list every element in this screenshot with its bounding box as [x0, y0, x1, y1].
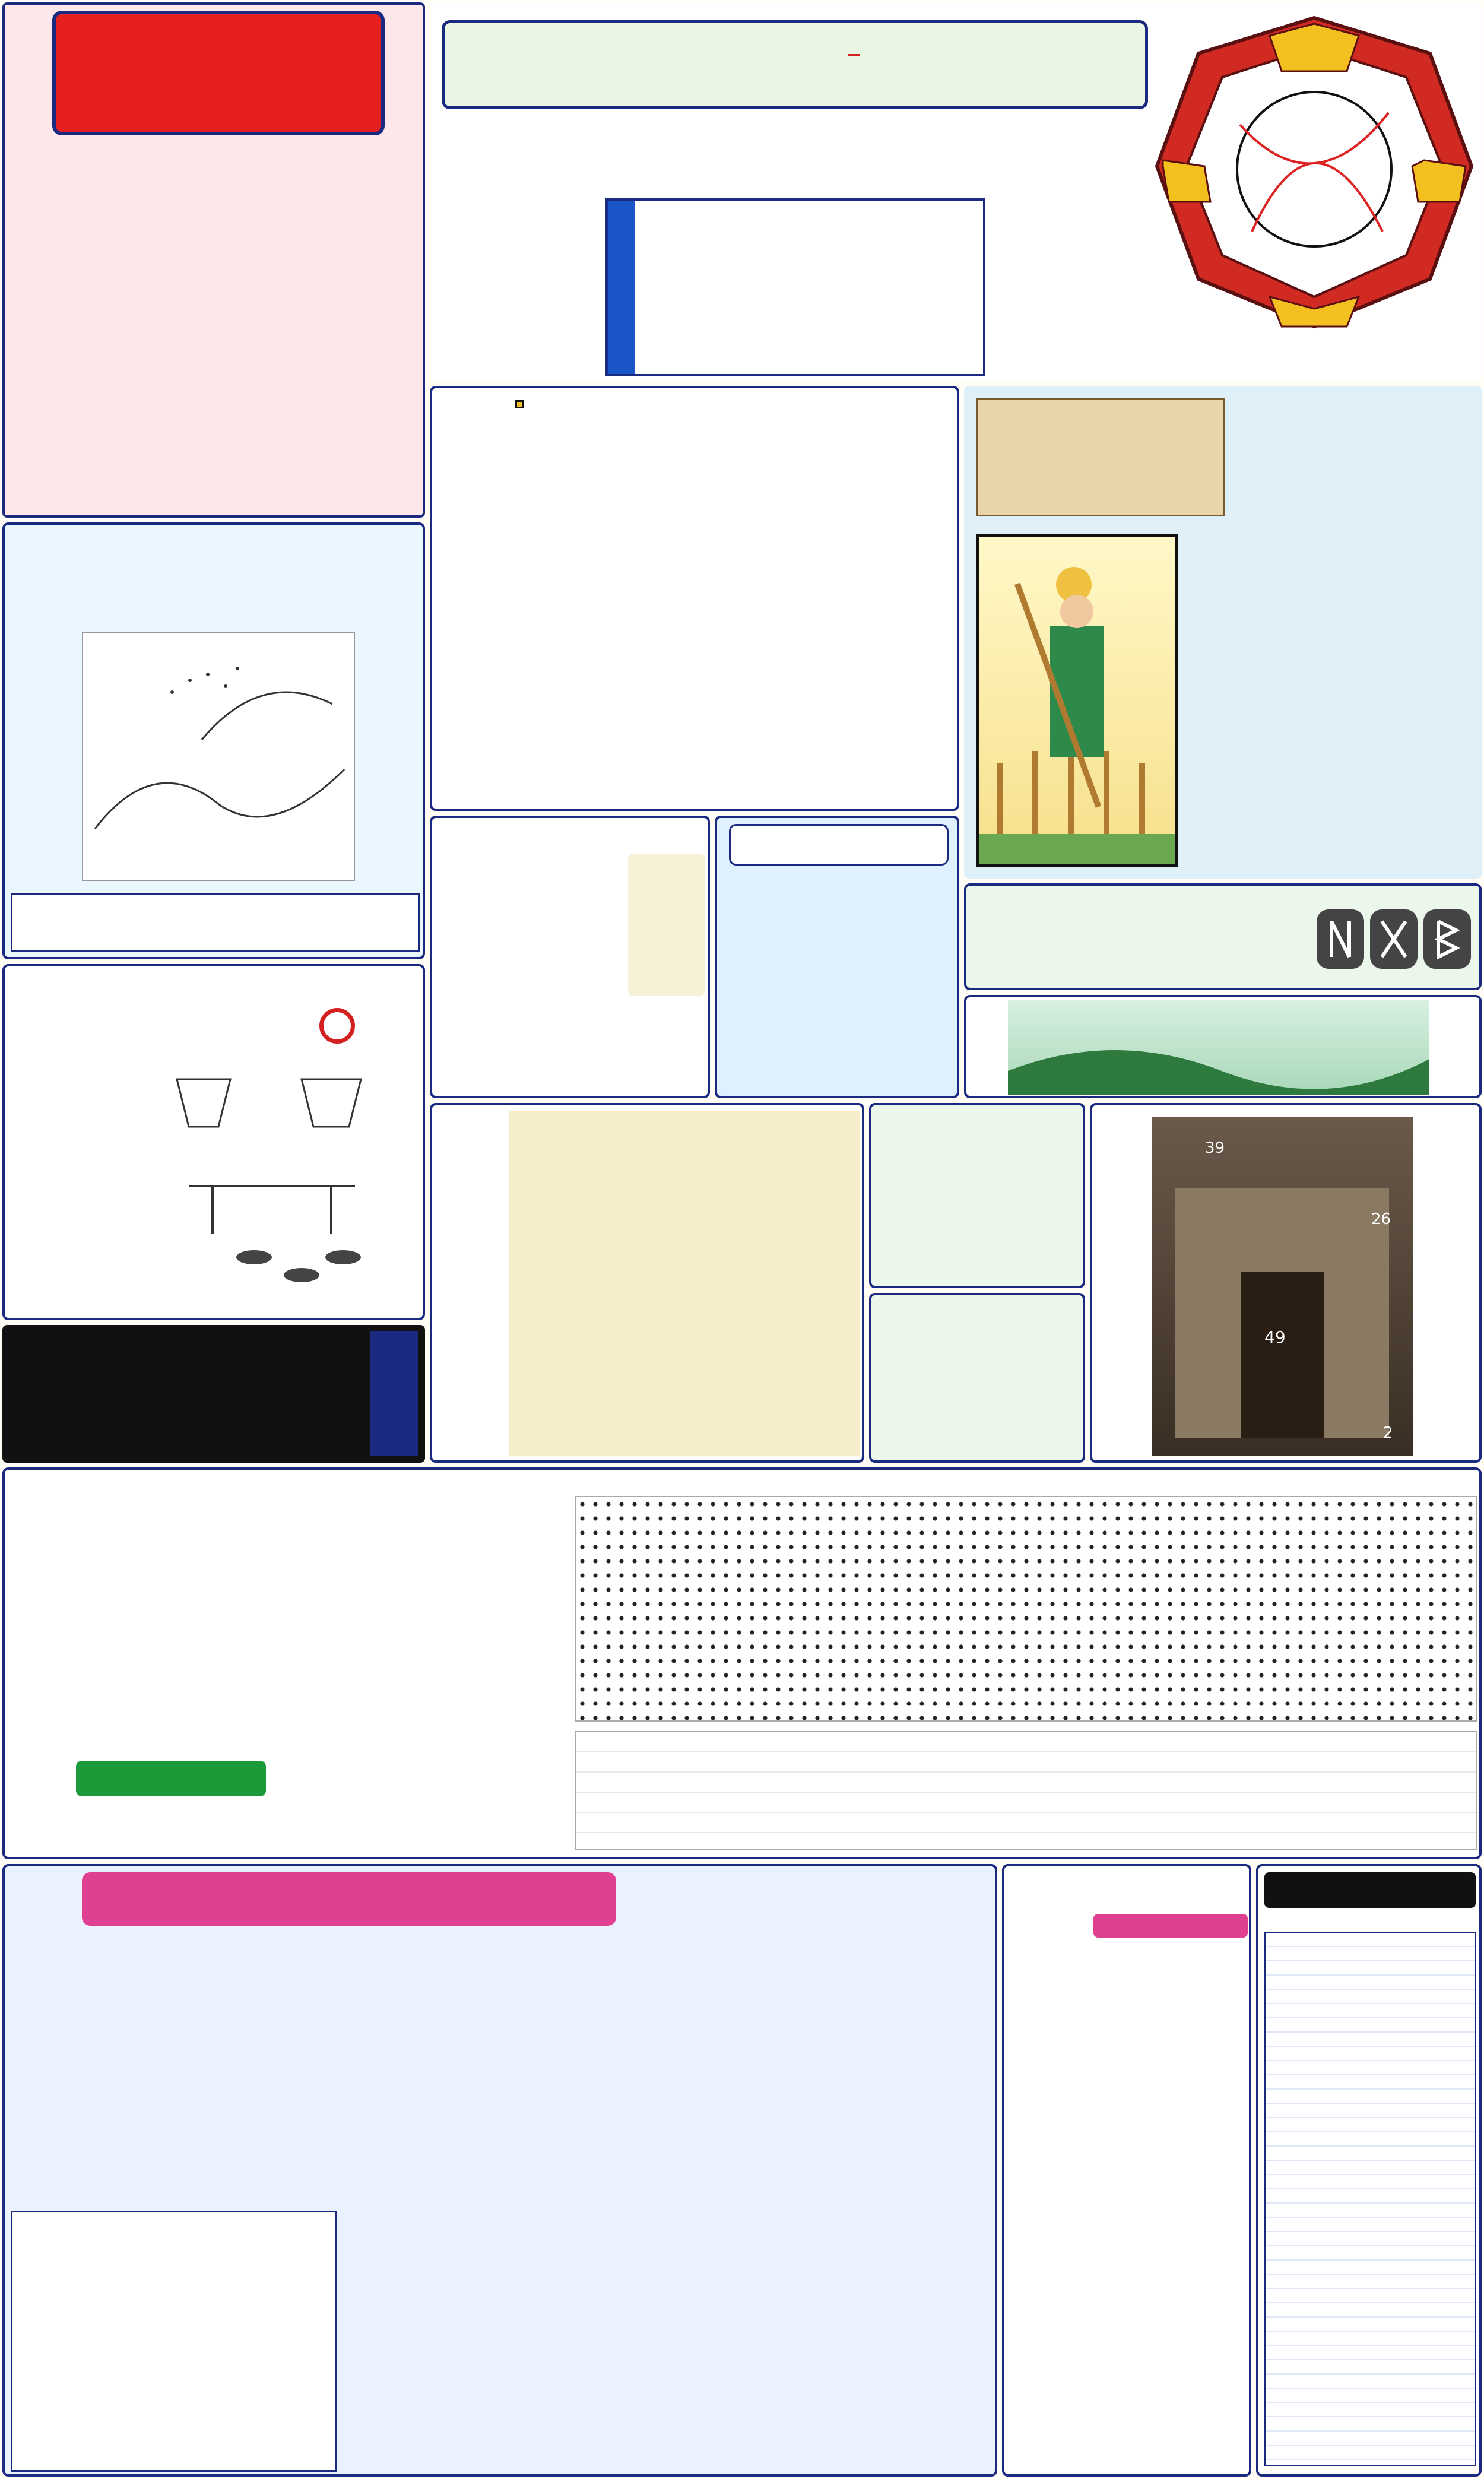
sage-body	[598, 400, 949, 744]
cloud-arrow-panel	[715, 816, 959, 1098]
svg-text:49: 49	[1264, 1327, 1286, 1347]
zodiac-wheel	[1151, 6, 1477, 362]
planets-right	[370, 1331, 418, 1456]
planet-balls	[80, 1343, 359, 1456]
ca-title	[729, 824, 949, 866]
sage-badge	[515, 400, 524, 408]
tt-ball-header	[575, 1476, 1477, 1494]
tt-next-title	[76, 1761, 266, 1796]
illusion-right	[1435, 1000, 1477, 1095]
heaven-right	[1425, 1117, 1478, 1456]
jq-body	[14, 1055, 157, 1311]
jq-ball	[319, 1008, 355, 1044]
recent70-panel	[2, 1864, 997, 2477]
almanac	[11, 2211, 337, 2472]
zodiac-box-side	[608, 201, 635, 374]
wave-panel-2	[869, 1293, 1085, 1463]
bet-title	[1264, 1872, 1476, 1908]
tt-title	[11, 1482, 64, 1719]
track-note	[438, 1384, 503, 1456]
tarot-author	[1190, 635, 1231, 825]
r70-title	[82, 1872, 616, 1926]
svg-text:26: 26	[1371, 1210, 1391, 1228]
tt-sub	[70, 1529, 118, 1731]
jq-drawing	[165, 1055, 414, 1311]
rune-stones	[1311, 904, 1477, 981]
sweetpotato-panel	[2, 522, 425, 959]
runes-panel	[964, 883, 1482, 990]
sp-drawing	[82, 632, 355, 881]
taiwan-panel	[430, 816, 710, 1098]
illusion-image	[1008, 1000, 1429, 1095]
svg-text:2: 2	[1383, 1424, 1393, 1442]
zhou-panel	[1002, 1864, 1251, 2477]
wave-panel-1	[869, 1103, 1085, 1288]
runes-body	[1049, 909, 1299, 987]
sage-right-title	[442, 400, 507, 798]
zhou-balls	[1200, 2021, 1248, 2460]
sp-left-couplet	[28, 632, 76, 881]
zhou-sub	[1093, 1914, 1248, 1938]
tw-note	[438, 1050, 705, 1085]
tarot-panel	[964, 386, 1482, 879]
tt-dot-matrix	[575, 1496, 1477, 1722]
trend-table-panel	[2, 1467, 1482, 1859]
tarot-card-image	[976, 534, 1178, 867]
planets-panel	[2, 1325, 425, 1463]
bet-grid	[1264, 1932, 1476, 2466]
zodiac-title-3	[848, 54, 860, 56]
last-drawing-panel	[2, 964, 425, 1320]
svg-text:39: 39	[1205, 1139, 1225, 1157]
tracking-panel	[430, 1103, 864, 1463]
illusion-side	[969, 1000, 1004, 1095]
heaven-eye-panel	[1090, 1103, 1482, 1463]
tw-figure	[628, 854, 705, 996]
sage-panel	[430, 386, 959, 811]
illusion-panel	[964, 995, 1482, 1098]
trend-panel	[2, 2, 425, 518]
bet-table-panel	[1256, 1864, 1482, 2477]
heaven-photo	[1152, 1117, 1413, 1456]
tt-summary-matrix	[575, 1731, 1477, 1850]
track-grid	[509, 1111, 860, 1456]
sp-right-couplet	[361, 632, 408, 881]
heaven-left	[1098, 1117, 1146, 1456]
track-title	[438, 1117, 503, 1378]
zodiac-panel	[430, 2, 1482, 380]
tarot-column-text	[1190, 534, 1475, 623]
